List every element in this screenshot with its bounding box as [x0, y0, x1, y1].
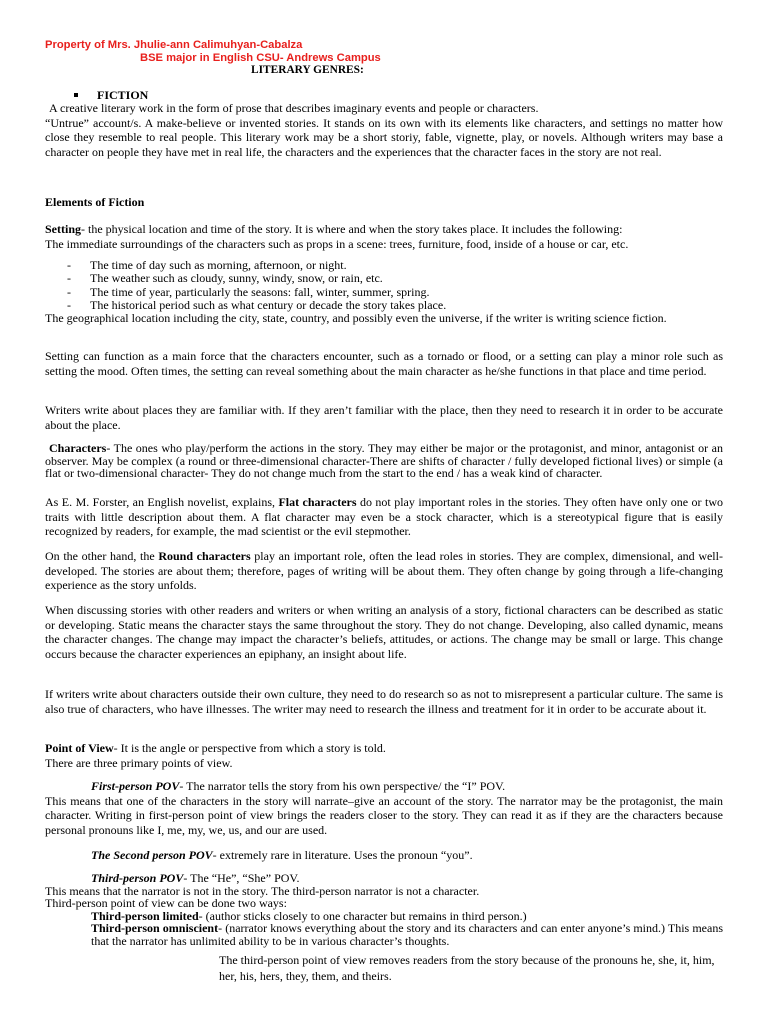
list-item: - The historical period such as what century or decade the story takes place. [67, 298, 447, 313]
flat-characters-term: Flat characters [278, 495, 357, 509]
list-item: - The time of year, particularly the seasons: fall, winter, summer, spring. [67, 284, 430, 299]
list-item: - The weather such as cloudy, sunny, windy, snow, or rain, etc. [67, 271, 383, 286]
geo-paragraph: The geographical location including the city, state, country, and possibly even the universe, if the writer is writing science fiction. [45, 311, 667, 325]
owner-line-1: Property of Mrs. Jhulie-ann Calimuhyan-Cabalza [45, 39, 303, 51]
forster-paragraph: As E. M. Forster, an English novelist, explains, Flat characters do not play important roles in the stories. They often have only one or two traits with little description about them. A flat character may even be a stock character, which is a stereotypical figure that is easily recognized by readers, for example, the mad scientist or the evil stepmother. [45, 495, 723, 539]
culture-paragraph: If writers write about characters outside their own culture, they need to do research so as not to misrepresent a particular culture. The same is also true of characters, who have illnesses. The writer may need to research the illness and treatment for it in order to be accurate about it. [45, 687, 723, 716]
characters-definition: - The ones who play/perform the actions in the story. They may either be major or the protagonist, and minor, antagonist or an observer. May be complex (a round or three-dimensional character-There are shifts of character / fully developed fictional lives) or simple (a flat or two-dimensional character- They do not change much from the start to the end / has a weak kind of character. [45, 441, 723, 481]
fiction-heading-row [74, 88, 148, 102]
static-paragraph: When discussing stories with other readers and writers or when writing an analysis of a story, fictional characters can be described as static or developing. Static means the character stays the same throughout the story. They do not change. Developing, also called dynamic, means the character changes. The change may impact the character’s beliefs, attitudes, or actions. The change may be small or large. This change occurs because the character experiences an epiphany, an insight about life. [45, 603, 723, 661]
characters-term: Characters [49, 441, 107, 455]
characters-paragraph [45, 442, 723, 480]
second-person-term: The Second person POV [91, 848, 213, 862]
elements-heading-text: Elements of Fiction [45, 195, 145, 209]
setting-definition: - the physical location and time of the story. It is where and when the story takes place. It includes the following: [81, 222, 623, 236]
setting-paragraph-3: Writers write about places they are familiar with. If they aren’t familiar with the place, then they need to research it in order to be accurate about the place. [45, 403, 723, 432]
setting-line-2: The immediate surroundings of the characters such as props in a scene: trees, furniture, food, inside of a house or car, etc. [45, 236, 629, 251]
second-person-block: The Second person POV- extremely rare in literature. Uses the pronoun “you”. [91, 848, 473, 862]
page-title: LITERARY GENRES: [251, 64, 364, 76]
fiction-heading: FICTION [97, 88, 149, 102]
pov-line-2: There are three primary points of view. [45, 755, 233, 770]
fiction-paragraph: “Untrue” account/s. A make-believe or invented stories. It stands on its own with its elements like characters, and settings no matter how close they resemble to real people. This literary work may be a short storiy, fable, vignette, play, or novels. Although writers may base a character on people they have met in real life, the characters and the experiences that the character faces in the story are not real. [45, 115, 723, 159]
setting-block [45, 222, 723, 251]
setting-paragraph-2: Setting can function as a main force that the characters encounter, such as a tornado or flood, or a setting can play a minor role such as setting the mood. Often times, the setting can reveal something about the main character as he/she functions in that place and time period. [45, 349, 723, 378]
pov-term: Point of View [45, 741, 114, 755]
third-person-term: Third-person POV [91, 871, 184, 885]
round-paragraph: On the other hand, the Round characters play an important role, often the lead roles in stories. They are complex, dimensional, and well-developed. The stories are about them; therefore, pages of writing will be about them. They often change by going through a life-changing experience as the story unfolds. [45, 549, 723, 593]
owner-line-2: BSE major in English CSU- Andrews Campus [140, 52, 381, 64]
first-person-term: First-person POV [91, 779, 180, 793]
fiction-line-1: A creative literary work in the form of prose that describes imaginary events and people or characters. [49, 101, 539, 115]
round-characters-term: Round characters [158, 549, 251, 563]
final-paragraph: The third-person point of view removes readers from the story because of the pronouns he, she, it, him, her, his, hers, they, them, and theirs. [219, 953, 715, 983]
third-limited-term: Third-person limited [91, 908, 199, 923]
third-person-block: Third-person POV- The “He”, “She” POV. This means that the narrator is not in the story. The third-person narrator is not a character. Third-person point of view can be done two ways: Third-person limited- (author sticks closely to one character but remains in third person.) Third-person omniscient- (narrator knows everything about the story and its characters and can enter anyone’s mind.) This means that the narrator has unlimited ability to be in various character’s thoughts. [45, 871, 723, 948]
list-item: - The time of day such as morning, afternoon, or night. [67, 258, 347, 272]
elements-heading [45, 195, 723, 210]
first-person-block: First-person POV- The narrator tells the story from his own perspective/ the “I” POV. This means that one of the characters in the story will narrate–give an account of the story. The narrator may be the protagonist, the main character. Writing in first-person point of view brings the readers closer to the story. They can read it as if they are the characters because personal pronouns like I, me, my, we, us, and our are used. [45, 779, 723, 837]
setting-list [67, 259, 446, 313]
pov-block: Point of View- It is the angle or perspective from which a story is told. There are three primary points of view. [45, 741, 723, 770]
fiction-intro [45, 101, 723, 159]
first-person-paragraph: This means that one of the characters in the story will narrate–give an account of the story. The narrator may be the protagonist, the main character. Writing in first-person point of view brings the readers closer to the story. They can read it as if they are the characters because personal pronouns like I, me, my, we, us, and our are used. [45, 793, 723, 837]
third-omniscient-term: Third-person omniscient [91, 921, 219, 936]
setting-term: Setting [45, 222, 81, 236]
square-bullet-icon [74, 93, 78, 97]
